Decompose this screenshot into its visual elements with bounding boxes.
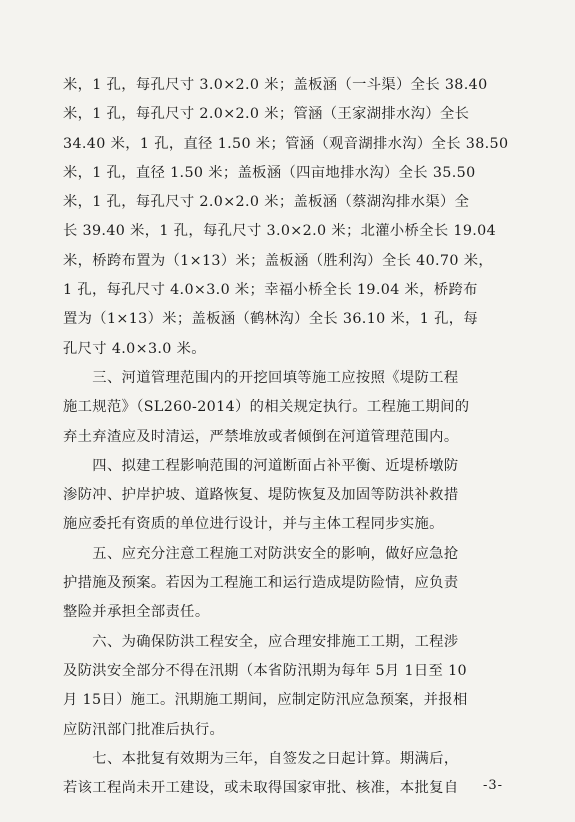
text-line: 1 孔，每孔尺寸 4.0×3.0 米；幸福小桥全长 19.04 米，桥跨布 [63,282,478,299]
text-line: 米，1 孔，每孔尺寸 2.0×2.0 米；管涵（王家湖排水沟）全长 [63,106,470,123]
text-line: 米，1 孔，直径 1.50 米；盖板涵（四亩地排水沟）全长 35.50 [63,164,476,181]
text-line: 三、河道管理范围内的开挖回填等施工应按照《堤防工程 [63,369,459,386]
text-line: 34.40 米，1 孔，直径 1.50 米；管涵（观音湖排水沟）全长 38.50 [63,135,509,152]
text-line: 七、本批复有效期为三年，自签发之日起计算。期满后， [63,750,459,767]
text-line: 长 39.40 米，1 孔，每孔尺寸 3.0×2.0 米；北灌小桥全长 19.04 [63,223,497,240]
text-line: 米，1 孔，每孔尺寸 2.0×2.0 米；盖板涵（蔡湖沟排水渠）全 [63,194,470,211]
text-line: 置为（1×13）米；盖板涵（鹤林沟）全长 36.10 米，1 孔，每 [63,311,479,328]
text-line: 弃土弃渣应及时清运，严禁堆放或者倾倒在河道管理范围内。 [63,428,459,445]
text-line: 四、拟建工程影响范围的河道断面占补平衡、近堤桥墩防 [63,457,459,474]
body-text [63,71,509,803]
text-line: 渗防冲、护岸护坡、道路恢复、堤防恢复及加固等防洪补救措 [63,487,459,504]
text-line: 孔尺寸 4.0×3.0 米。 [63,340,206,357]
text-line: 米，桥跨布置为（1×13）米；盖板涵（胜利沟）全长 40.70 米， [63,252,494,269]
text-line: 五、应充分注意工程施工对防洪安全的影响，做好应急抢 [63,545,459,562]
text-line: 施工规范》（SL260-2014）的相关规定执行。工程施工期间的 [63,399,470,416]
text-line: 应防汛部门批准后执行。 [63,721,225,738]
text-line: 整险并承担全部责任。 [63,604,210,621]
page-number: -3- [482,778,503,793]
text-line: 若该工程尚未开工建设，或未取得国家审批、核准，本批复自 [63,780,459,797]
text-line: 施应委托有资质的单位进行设计，并与主体工程同步实施。 [63,516,444,533]
text-line: 及防洪安全部分不得在汛期（本省防汛期为每年 5月 1日至 10 [63,662,467,679]
text-line: 六、为确保防洪工程安全，应合理安排施工工期，工程涉 [63,633,459,650]
text-line: 月 15日）施工。汛期施工期间，应制定防汛应急预案，并报相 [63,692,468,709]
text-line: 米，1 孔，每孔尺寸 3.0×2.0 米；盖板涵（一斗渠）全长 38.40 [63,77,488,93]
text-line: 护措施及预案。若因为工程施工和运行造成堤防险情，应负责 [63,575,459,592]
